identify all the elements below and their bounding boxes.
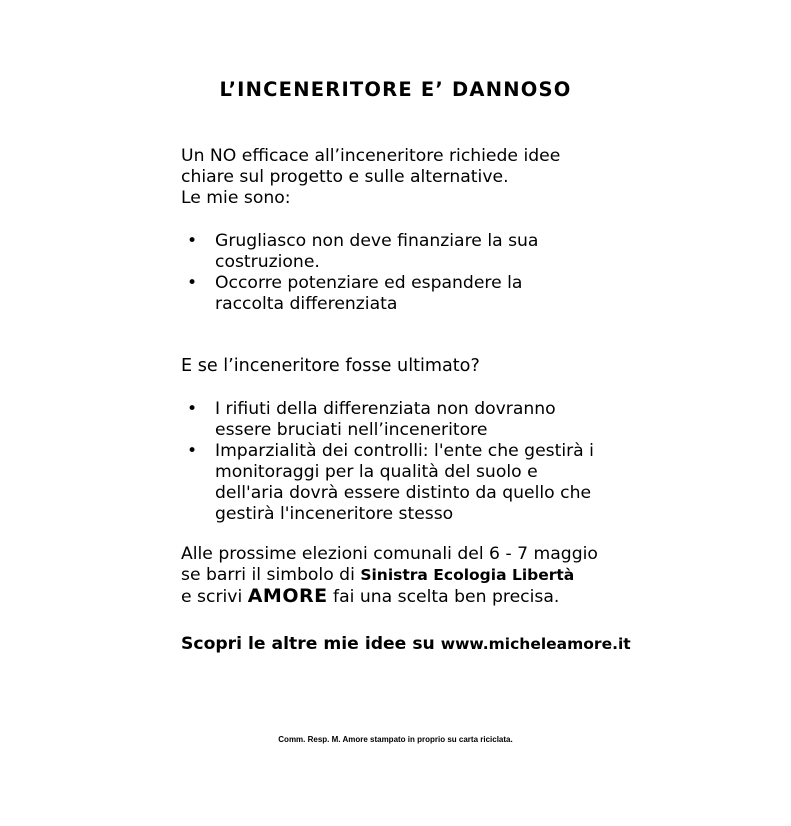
elections-text: se barri il simbolo di: [181, 565, 361, 585]
list-item-line: dell'aria dovrà essere distinto da quello che: [215, 483, 592, 503]
elections-line: [181, 565, 598, 586]
list-item-line: monitoraggi per la qualità del suolo e: [215, 462, 538, 482]
intro-line: Le mie sono:: [181, 188, 291, 208]
intro-paragraph: [181, 146, 560, 209]
footer-note: Comm. Resp. M. Amore stampato in proprio su carta riciclata.: [278, 735, 513, 744]
list-item-line: Grugliasco non deve finanziare la sua: [215, 231, 539, 251]
bullet-icon: •: [187, 273, 198, 293]
elections-text: fai una scelta ben precisa.: [327, 587, 560, 607]
intro-line: chiare sul progetto e sulle alternative.: [181, 167, 509, 187]
bullet-icon: •: [187, 441, 198, 461]
bullet-icon: •: [187, 231, 198, 251]
party-name: Sinistra Ecologia Libertà: [360, 566, 575, 584]
list-item-line: raccolta differenziata: [215, 294, 398, 314]
proposals-list: [181, 231, 538, 315]
conditions-list: [181, 399, 594, 525]
list-item-line: essere bruciati nell’inceneritore: [215, 420, 488, 440]
elections-line: Alle prossime elezioni comunali del 6 - 7 maggio: [181, 544, 598, 564]
list-item: [181, 441, 594, 525]
website-url: www.micheleamore.it: [440, 635, 631, 653]
discover-text: Scopri le altre mie idee su: [181, 634, 441, 654]
discover-line: [181, 634, 631, 655]
list-item: [181, 399, 594, 441]
list-item-line: Occorre potenziare ed espandere la: [215, 273, 523, 293]
list-item: [181, 273, 538, 315]
list-item-line: Imparzialità dei controlli: l'ente che gestirà i: [215, 441, 594, 461]
elections-line: [181, 586, 598, 608]
elections-text: e scrivi: [181, 587, 248, 607]
candidate-name: AMORE: [247, 585, 328, 607]
flyer-title: L’INCENERITORE E’ DANNOSO: [219, 78, 572, 101]
list-item-line: I rifiuti della differenziata non dovranno: [215, 399, 556, 419]
elections-paragraph: [181, 544, 598, 608]
question-heading: E se l’inceneritore fosse ultimato?: [181, 356, 480, 376]
bullet-icon: •: [187, 399, 198, 419]
list-item-line: costruzione.: [215, 252, 320, 272]
list-item-line: gestirà l'inceneritore stesso: [215, 504, 454, 524]
list-item: [181, 231, 538, 273]
intro-line: Un NO efficace all’inceneritore richiede idee: [181, 146, 561, 166]
